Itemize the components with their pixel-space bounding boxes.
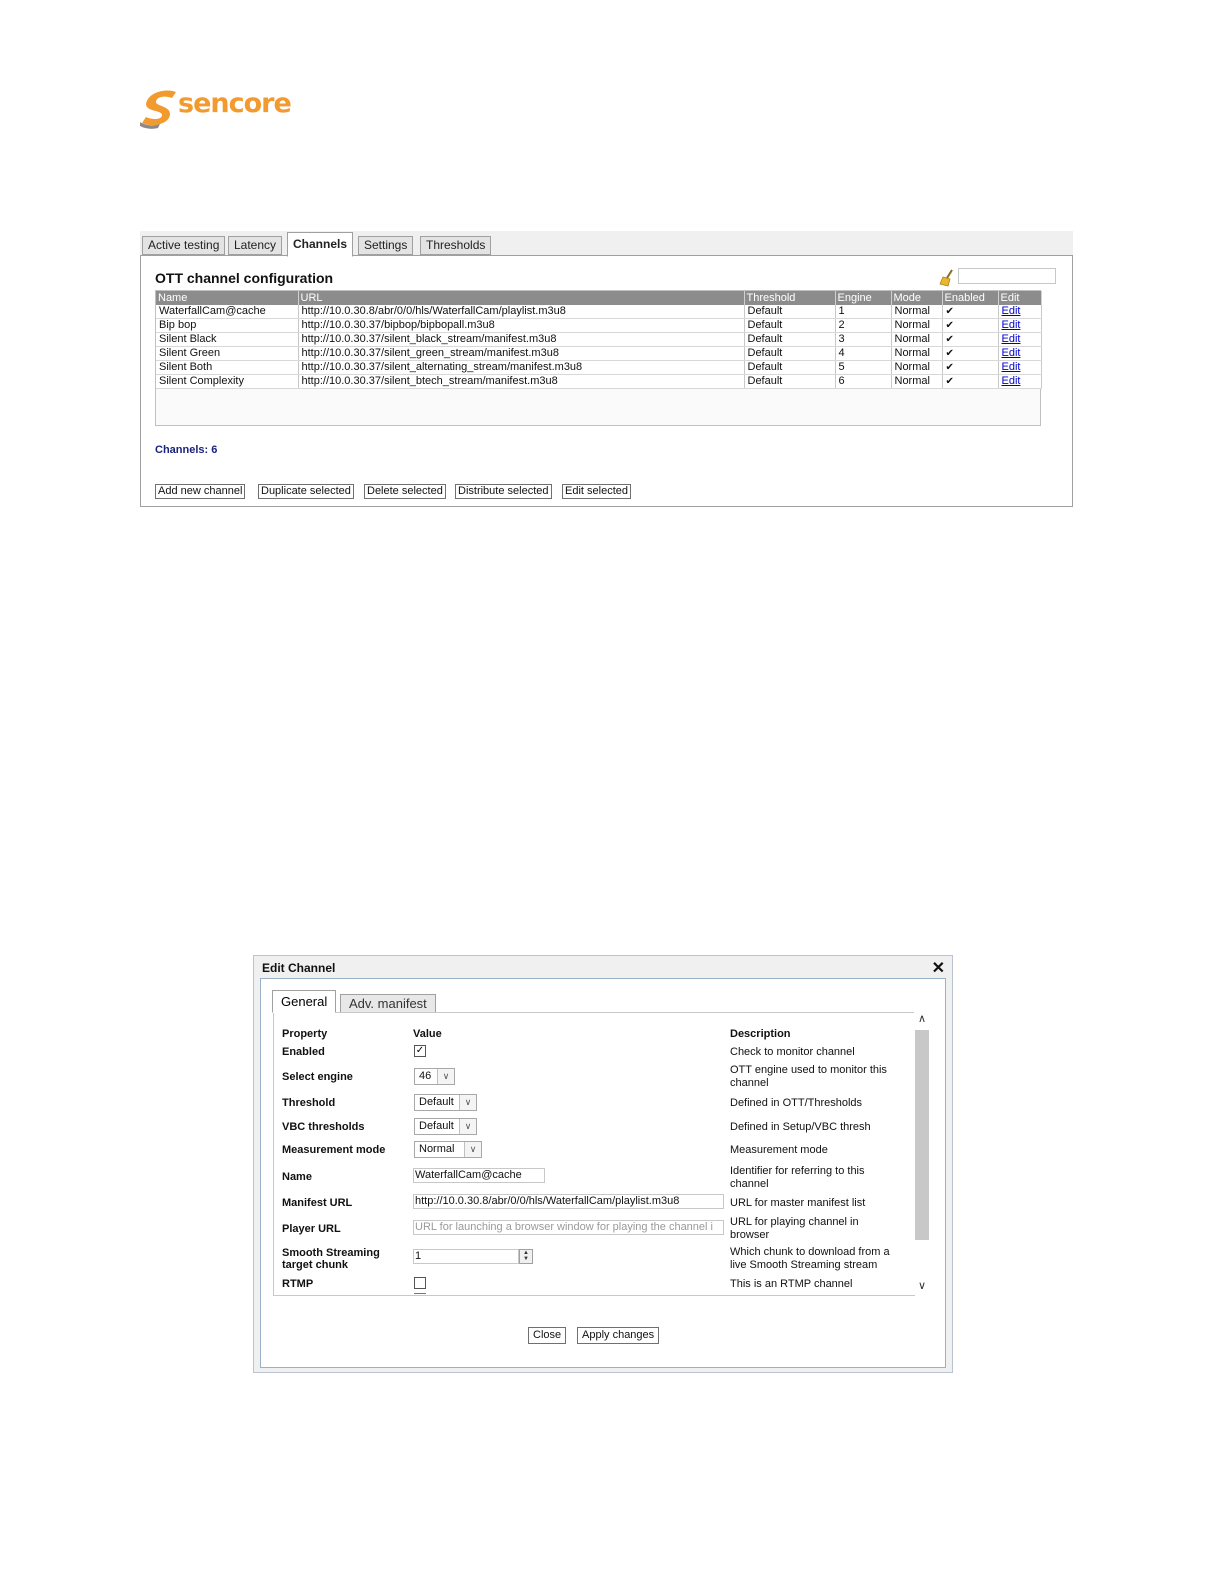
desc-threshold: Defined in OTT/Thresholds	[730, 1097, 863, 1109]
tab-channels[interactable]: Channels	[287, 232, 353, 257]
desc-enabled: Check to monitor channel	[730, 1046, 855, 1058]
chevron-down-icon: ∨	[459, 1095, 476, 1110]
logo-wordmark: sencore	[178, 88, 291, 119]
col-engine[interactable]: Engine	[835, 291, 891, 305]
cell-engine: 2	[835, 319, 891, 333]
table-row[interactable]	[156, 375, 1041, 389]
delete-selected-button[interactable]: Delete selected	[364, 484, 446, 499]
name-input[interactable]: WaterfallCam@cache	[413, 1168, 545, 1183]
enabled-check-icon: ✔	[942, 347, 998, 361]
desc-measurement-mode: Measurement mode	[730, 1144, 828, 1156]
label-rtmp: RTMP	[282, 1278, 314, 1290]
smooth-target-chunk-input[interactable]: 1	[413, 1249, 519, 1264]
tab-thresholds[interactable]: Thresholds	[420, 236, 491, 255]
edit-link[interactable]: Edit	[1001, 305, 1021, 317]
col-enabled[interactable]: Enabled	[942, 291, 998, 305]
label-manifest-url: Manifest URL	[282, 1197, 353, 1209]
sencore-logo	[140, 86, 300, 130]
cell-url: http://10.0.30.37/silent_btech_stream/manifest.m3u8	[298, 375, 744, 389]
ott-channels-panel	[140, 231, 1073, 507]
close-icon[interactable]: ✕	[931, 960, 945, 977]
cell-engine: 1	[835, 305, 891, 319]
chevron-down-icon: ∨	[464, 1142, 481, 1157]
cell-engine: 4	[835, 347, 891, 361]
cell-threshold: Default	[744, 333, 835, 347]
cell-threshold: Default	[744, 361, 835, 375]
label-smooth-streaming-line2: target chunk	[282, 1259, 349, 1271]
cell-name: Silent Both	[156, 361, 298, 375]
label-smooth-streaming-line1: Smooth Streaming	[282, 1247, 380, 1259]
col-threshold[interactable]: Threshold	[744, 291, 835, 305]
channel-table	[155, 290, 1041, 426]
table-row[interactable]	[156, 305, 1041, 319]
threshold-value: Default	[419, 1096, 454, 1108]
general-form	[273, 1012, 915, 1296]
cell-name: Silent Green	[156, 347, 298, 361]
enabled-check-icon: ✔	[942, 333, 998, 347]
channels-panel-body	[140, 255, 1073, 507]
cell-url: http://10.0.30.37/bipbop/bipbopall.m3u8	[298, 319, 744, 333]
enabled-check-icon: ✔	[942, 375, 998, 389]
sencore-s-mark	[140, 86, 180, 130]
edit-link[interactable]: Edit	[1001, 333, 1021, 345]
desc-name: Identifier for referring to this channel	[730, 1165, 865, 1190]
clear-filter-broom-icon[interactable]	[939, 269, 955, 287]
table-header	[156, 291, 1041, 305]
col-url[interactable]: URL	[298, 291, 744, 305]
chevron-down-icon: ∨	[437, 1069, 454, 1084]
cell-threshold: Default	[744, 305, 835, 319]
cell-engine: 6	[835, 375, 891, 389]
enabled-check-icon: ✔	[942, 361, 998, 375]
col-mode[interactable]: Mode	[891, 291, 942, 305]
cell-url: http://10.0.30.37/silent_alternating_stream/manifest.m3u8	[298, 361, 744, 375]
cell-mode: Normal	[891, 305, 942, 319]
header-description: Description	[730, 1028, 791, 1040]
cell-mode: Normal	[891, 347, 942, 361]
rtmp-checkbox[interactable]	[414, 1277, 426, 1289]
scrollbar-thumb[interactable]	[915, 1030, 929, 1240]
header-property: Property	[282, 1028, 328, 1040]
edit-link[interactable]: Edit	[1001, 361, 1021, 373]
measurement-mode-select[interactable]	[414, 1141, 482, 1158]
cell-mode: Normal	[891, 319, 942, 333]
desc-manifest-url: URL for master manifest list	[730, 1197, 866, 1209]
chevron-down-icon: ∨	[459, 1119, 476, 1134]
cell-mode: Normal	[891, 361, 942, 375]
cell-url: http://10.0.30.37/silent_black_stream/manifest.m3u8	[298, 333, 744, 347]
table-row[interactable]	[156, 347, 1041, 361]
table-row[interactable]	[156, 361, 1041, 375]
cell-name: Bip bop	[156, 319, 298, 333]
cell-engine: 3	[835, 333, 891, 347]
edit-selected-button[interactable]: Edit selected	[562, 484, 631, 499]
label-enabled: Enabled	[282, 1046, 325, 1058]
cell-threshold: Default	[744, 319, 835, 333]
cell-mode: Normal	[891, 333, 942, 347]
next-row-edge	[414, 1293, 426, 1296]
tab-active-testing[interactable]: Active testing	[142, 236, 225, 255]
label-player-url: Player URL	[282, 1223, 341, 1235]
label-name: Name	[282, 1171, 312, 1183]
player-url-input[interactable]: URL for launching a browser window for playing the channel i	[413, 1220, 724, 1235]
desc-smooth-streaming: Which chunk to download from a live Smooth Streaming stream	[730, 1246, 890, 1271]
col-name[interactable]: Name	[156, 291, 298, 305]
add-new-channel-button[interactable]: Add new channel	[155, 484, 245, 499]
dialog-content	[260, 978, 946, 1368]
col-edit[interactable]: Edit	[998, 291, 1041, 305]
vbc-value: Default	[419, 1120, 454, 1132]
apply-changes-button[interactable]: Apply changes	[577, 1327, 659, 1344]
cell-engine: 5	[835, 361, 891, 375]
desc-select-engine: OTT engine used to monitor this channel	[730, 1064, 887, 1089]
cell-name: WaterfallCam@cache	[156, 305, 298, 319]
cell-url: http://10.0.30.8/abr/0/0/hls/WaterfallCam/playlist.m3u8	[298, 305, 744, 319]
tab-bar	[140, 231, 1073, 256]
spinner-arrows-icon[interactable]: ▲ ▼	[519, 1249, 533, 1264]
tab-adv-manifest[interactable]: Adv. manifest	[340, 994, 436, 1014]
engine-select[interactable]	[414, 1068, 455, 1085]
edit-link[interactable]: Edit	[1001, 347, 1021, 359]
edit-link[interactable]: Edit	[1001, 319, 1021, 331]
panel-title: OTT channel configuration	[155, 270, 334, 286]
cell-mode: Normal	[891, 375, 942, 389]
channel-count: Channels: 6	[155, 444, 218, 456]
tab-general[interactable]: General	[272, 990, 336, 1013]
label-measurement-mode: Measurement mode	[282, 1144, 386, 1156]
vertical-scrollbar[interactable]	[914, 1012, 930, 1294]
manifest-url-input[interactable]: http://10.0.30.8/abr/0/0/hls/WaterfallCam/playlist.m3u8	[413, 1194, 724, 1209]
label-vbc-thresholds: VBC thresholds	[282, 1121, 365, 1133]
enabled-check-icon: ✔	[942, 305, 998, 319]
distribute-selected-button[interactable]: Distribute selected	[455, 484, 552, 499]
cell-name: Silent Complexity	[156, 375, 298, 389]
table-row[interactable]	[156, 319, 1041, 333]
duplicate-selected-button[interactable]: Duplicate selected	[258, 484, 354, 499]
cell-threshold: Default	[744, 347, 835, 361]
enabled-check-icon: ✔	[942, 319, 998, 333]
filter-input[interactable]	[958, 268, 1056, 284]
close-button[interactable]: Close	[528, 1327, 566, 1344]
enabled-checkbox[interactable]: ✓	[415, 1045, 425, 1056]
desc-vbc-thresholds: Defined in Setup/VBC thresh	[730, 1121, 871, 1133]
engine-value: 46	[419, 1070, 432, 1082]
label-smooth-streaming	[282, 1247, 380, 1271]
edit-channel-dialog	[253, 955, 953, 1373]
cell-name: Silent Black	[156, 333, 298, 347]
tab-settings[interactable]: Settings	[358, 236, 413, 255]
mode-value: Normal	[419, 1143, 455, 1155]
vbc-thresholds-select[interactable]	[414, 1118, 477, 1135]
header-value: Value	[413, 1028, 442, 1040]
dialog-title: Edit Channel	[262, 961, 336, 975]
threshold-select[interactable]	[414, 1094, 477, 1111]
desc-rtmp: This is an RTMP channel	[730, 1278, 853, 1290]
tab-latency[interactable]: Latency	[228, 236, 282, 255]
label-select-engine: Select engine	[282, 1071, 353, 1083]
edit-link[interactable]: Edit	[1001, 375, 1021, 387]
table-row[interactable]	[156, 333, 1041, 347]
label-threshold: Threshold	[282, 1097, 336, 1109]
desc-player-url: URL for playing channel in browser	[730, 1216, 859, 1241]
scroll-up-icon[interactable]: ∧	[917, 1013, 927, 1025]
cell-url: http://10.0.30.37/silent_green_stream/manifest.m3u8	[298, 347, 744, 361]
scroll-down-icon[interactable]: ∨	[917, 1280, 927, 1292]
cell-threshold: Default	[744, 375, 835, 389]
